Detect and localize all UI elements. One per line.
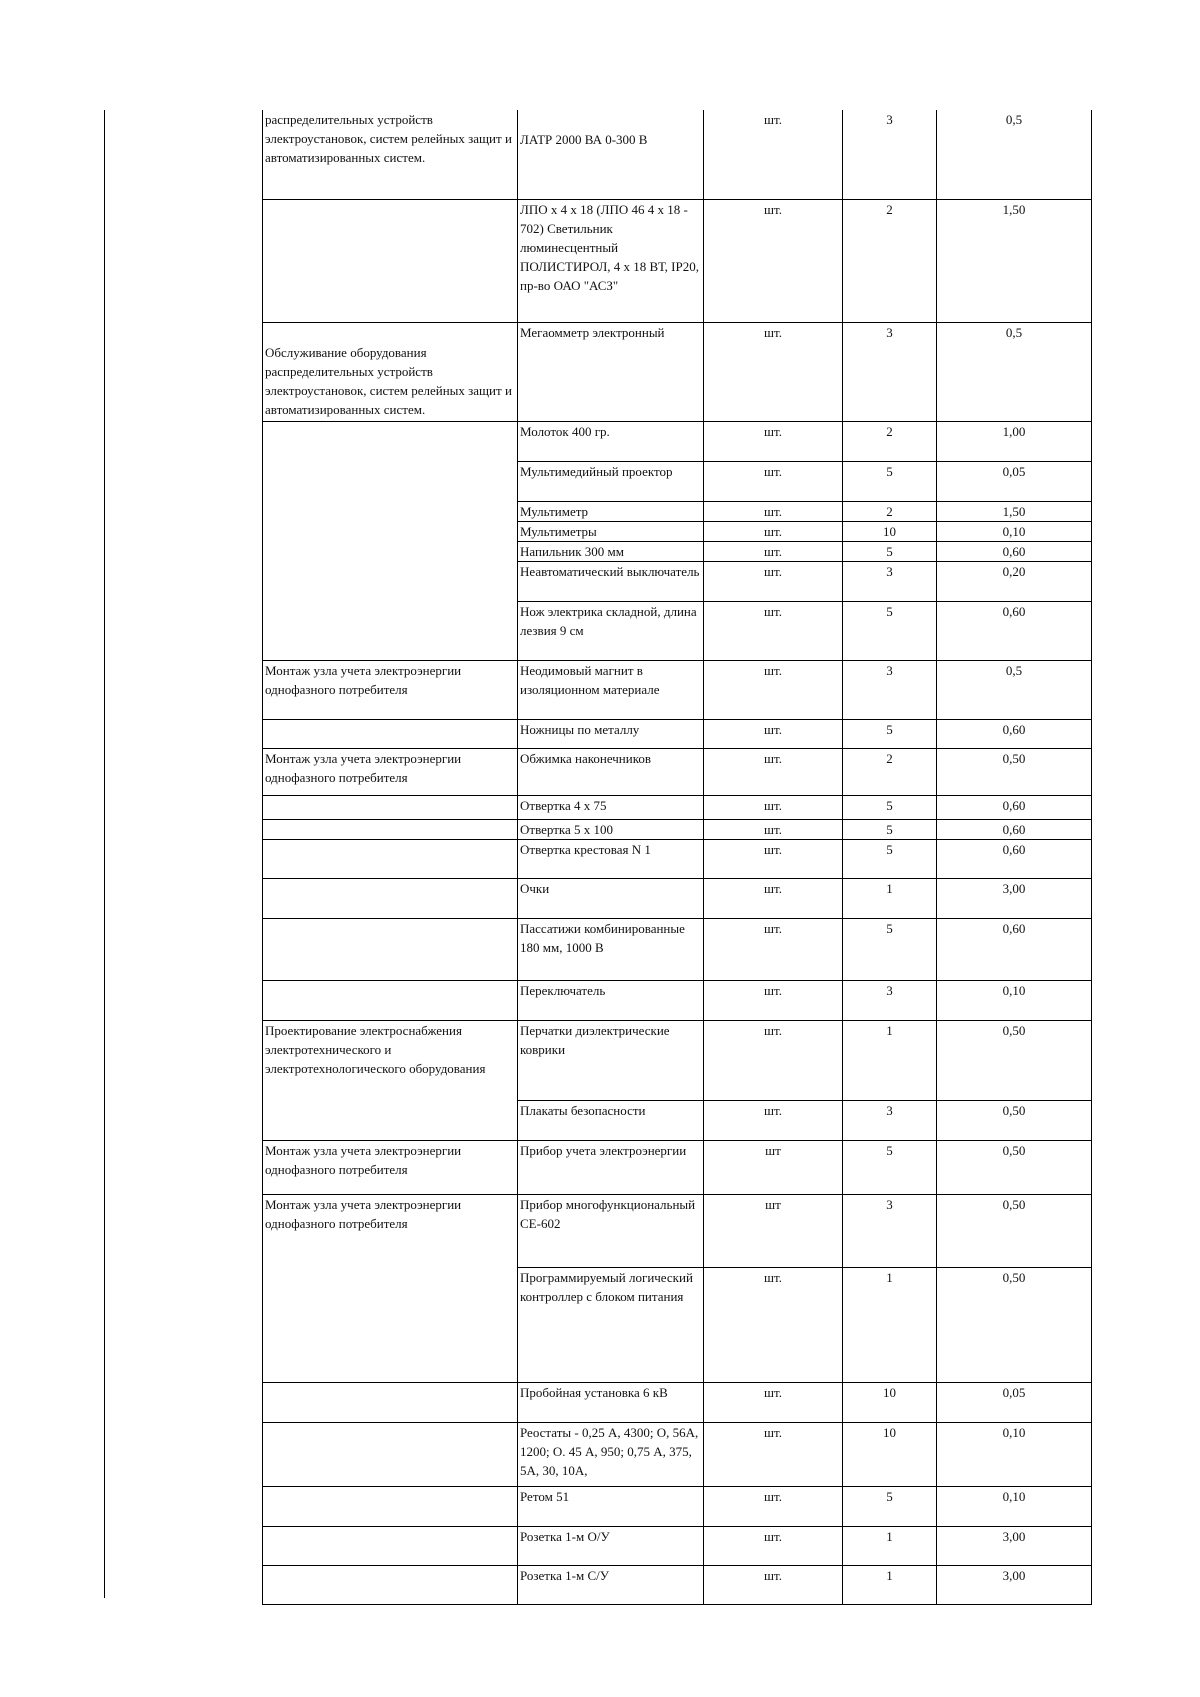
value-cell: 0,05 (937, 461, 1092, 501)
unit-cell: шт (704, 1140, 843, 1194)
table-row (263, 795, 1092, 819)
value-cell: 0,50 (937, 1194, 1092, 1267)
item-name-cell: Отвертка крестовая N 1 (518, 839, 704, 878)
activity-cell (263, 795, 518, 819)
unit-cell: шт. (704, 1100, 843, 1140)
unit-cell: шт. (704, 918, 843, 980)
item-name-cell: Розетка 1-м О/У (518, 1526, 704, 1565)
unit-cell: шт. (704, 1565, 843, 1604)
table-row (263, 1382, 1092, 1422)
unit-cell: шт. (704, 1526, 843, 1565)
item-name-cell: Мультимедийный проектор (518, 461, 704, 501)
item-name-cell: Мегаомметр электронный (518, 322, 704, 421)
item-name-cell: Молоток 400 гр. (518, 421, 704, 461)
table-row (263, 748, 1092, 795)
table-row (263, 1020, 1092, 1100)
table-row (263, 660, 1092, 719)
item-name-cell: Неодимовый магнит в изоляционном материале (518, 660, 704, 719)
quantity-cell: 10 (843, 1422, 937, 1486)
value-cell: 3,00 (937, 1565, 1092, 1604)
activity-cell: Обслуживание оборудования распределительных устройств электроустановок, систем релейных защит и автоматизированных систем. (263, 322, 518, 421)
item-name-cell: Нож электрика складной, длина лезвия 9 см (518, 601, 704, 660)
activity-cell (263, 1526, 518, 1565)
unit-cell: шт. (704, 1382, 843, 1422)
quantity-cell: 10 (843, 521, 937, 541)
quantity-cell: 5 (843, 918, 937, 980)
table-row (263, 199, 1092, 322)
value-cell: 0,60 (937, 839, 1092, 878)
value-cell: 0,50 (937, 748, 1092, 795)
table-row (263, 878, 1092, 918)
table-row (263, 421, 1092, 461)
quantity-cell: 2 (843, 501, 937, 521)
value-cell: 0,60 (937, 601, 1092, 660)
table-row (263, 1194, 1092, 1267)
quantity-cell: 5 (843, 461, 937, 501)
quantity-cell: 1 (843, 1267, 937, 1382)
quantity-cell: 3 (843, 322, 937, 421)
unit-cell: шт. (704, 819, 843, 839)
quantity-cell: 5 (843, 541, 937, 561)
unit-cell: шт. (704, 199, 843, 322)
activity-cell: Монтаж узла учета электроэнергии однофазного потребителя (263, 748, 518, 795)
item-name-cell: Напильник 300 мм (518, 541, 704, 561)
quantity-cell: 5 (843, 601, 937, 660)
activity-cell (263, 719, 518, 748)
unit-cell: шт. (704, 1486, 843, 1526)
value-cell: 0,5 (937, 660, 1092, 719)
table-row (263, 839, 1092, 878)
table-row (263, 322, 1092, 421)
table-row (263, 110, 1092, 199)
value-cell: 0,60 (937, 918, 1092, 980)
value-cell: 3,00 (937, 878, 1092, 918)
unit-cell: шт. (704, 521, 843, 541)
item-name-cell: Плакаты безопасности (518, 1100, 704, 1140)
unit-cell: шт. (704, 660, 843, 719)
unit-cell: шт. (704, 878, 843, 918)
unit-cell: шт. (704, 719, 843, 748)
value-cell: 0,10 (937, 1486, 1092, 1526)
item-name-cell: Ножницы по металлу (518, 719, 704, 748)
quantity-cell: 1 (843, 1020, 937, 1100)
quantity-cell: 5 (843, 819, 937, 839)
quantity-cell: 2 (843, 421, 937, 461)
quantity-cell: 5 (843, 719, 937, 748)
item-name-cell: Отвертка 4 х 75 (518, 795, 704, 819)
value-cell: 0,10 (937, 1422, 1092, 1486)
activity-cell (263, 1422, 518, 1486)
item-name-cell: Реостаты - 0,25 А, 4300; О, 56А, 1200; О. 45 А, 950; 0,75 А, 375, 5А, 30, 10А, (518, 1422, 704, 1486)
item-name-cell: Программируемый логический контроллер с блоком питания (518, 1267, 704, 1382)
table-row (263, 819, 1092, 839)
activity-cell (263, 918, 518, 980)
item-name-cell: Отвертка 5 х 100 (518, 819, 704, 839)
item-name-cell: Мультиметры (518, 521, 704, 541)
quantity-cell: 2 (843, 748, 937, 795)
item-name-cell: Ретом 51 (518, 1486, 704, 1526)
quantity-cell: 3 (843, 980, 937, 1020)
table-row (263, 719, 1092, 748)
table-row (263, 1140, 1092, 1194)
value-cell: 0,05 (937, 1382, 1092, 1422)
value-cell: 0,60 (937, 719, 1092, 748)
table-row (263, 1486, 1092, 1526)
value-cell: 0,50 (937, 1100, 1092, 1140)
activity-cell (263, 421, 518, 660)
item-name-cell: Обжимка наконечников (518, 748, 704, 795)
table-row (263, 1565, 1092, 1604)
activity-cell (263, 1565, 518, 1604)
table-row (263, 980, 1092, 1020)
value-cell: 0,50 (937, 1140, 1092, 1194)
item-name-cell: Неавтоматический выключатель (518, 561, 704, 601)
unit-cell: шт. (704, 421, 843, 461)
activity-cell (263, 199, 518, 322)
quantity-cell: 5 (843, 1486, 937, 1526)
quantity-cell: 10 (843, 1382, 937, 1422)
unit-cell: шт. (704, 461, 843, 501)
item-name-cell: ЛАТР 2000 ВА 0-300 В (518, 110, 704, 199)
quantity-cell: 5 (843, 795, 937, 819)
unit-cell: шт. (704, 110, 843, 199)
item-name-cell: ЛПО х 4 х 18 (ЛПО 46 4 х 18 - 702) Светильник люминесцентный ПОЛИСТИРОЛ, 4 х 18 ВТ, IP20, пр-во ОАО "АСЗ" (518, 199, 704, 322)
value-cell: 1,50 (937, 501, 1092, 521)
value-cell: 1,00 (937, 421, 1092, 461)
activity-cell: Монтаж узла учета электроэнергии однофазного потребителя (263, 1194, 518, 1382)
activity-cell (263, 819, 518, 839)
item-name-cell: Мультиметр (518, 501, 704, 521)
value-cell: 0,20 (937, 561, 1092, 601)
quantity-cell: 1 (843, 878, 937, 918)
unit-cell: шт. (704, 748, 843, 795)
unit-cell: шт. (704, 541, 843, 561)
activity-cell (263, 1486, 518, 1526)
unit-cell: шт (704, 1194, 843, 1267)
quantity-cell: 3 (843, 660, 937, 719)
quantity-cell: 5 (843, 839, 937, 878)
value-cell: 0,5 (937, 322, 1092, 421)
activity-cell: Монтаж узла учета электроэнергии однофазного потребителя (263, 660, 518, 719)
value-cell: 0,60 (937, 819, 1092, 839)
activity-cell: распределительных устройств электроустановок, систем релейных защит и автоматизированных систем. (263, 110, 518, 199)
quantity-cell: 2 (843, 199, 937, 322)
quantity-cell: 3 (843, 110, 937, 199)
item-name-cell: Пассатижи комбинированные 180 мм, 1000 В (518, 918, 704, 980)
item-name-cell: Пробойная установка 6 кВ (518, 1382, 704, 1422)
activity-cell (263, 980, 518, 1020)
unit-cell: шт. (704, 1020, 843, 1100)
value-cell: 3,00 (937, 1526, 1092, 1565)
table-row (263, 1422, 1092, 1486)
activity-cell (263, 839, 518, 878)
item-name-cell: Прибор многофункциональный СЕ-602 (518, 1194, 704, 1267)
unit-cell: шт. (704, 501, 843, 521)
value-cell: 0,10 (937, 980, 1092, 1020)
table-row (263, 1526, 1092, 1565)
item-name-cell: Прибор учета электроэнергии (518, 1140, 704, 1194)
quantity-cell: 5 (843, 1140, 937, 1194)
item-name-cell: Переключатель (518, 980, 704, 1020)
activity-cell: Проектирование электроснабжения электротехнического и электротехнологического оборудования (263, 1020, 518, 1140)
activity-cell (263, 1382, 518, 1422)
activity-cell: Монтаж узла учета электроэнергии однофазного потребителя (263, 1140, 518, 1194)
left-margin-line (104, 110, 105, 1598)
quantity-cell: 1 (843, 1565, 937, 1604)
value-cell: 0,50 (937, 1267, 1092, 1382)
unit-cell: шт. (704, 322, 843, 421)
unit-cell: шт. (704, 601, 843, 660)
unit-cell: шт. (704, 839, 843, 878)
table-row (263, 918, 1092, 980)
value-cell: 0,5 (937, 110, 1092, 199)
value-cell: 0,10 (937, 521, 1092, 541)
value-cell: 1,50 (937, 199, 1092, 322)
equipment-table (262, 110, 1092, 1605)
value-cell: 0,60 (937, 541, 1092, 561)
item-name-cell: Очки (518, 878, 704, 918)
unit-cell: шт. (704, 980, 843, 1020)
unit-cell: шт. (704, 1267, 843, 1382)
value-cell: 0,60 (937, 795, 1092, 819)
unit-cell: шт. (704, 1422, 843, 1486)
unit-cell: шт. (704, 795, 843, 819)
quantity-cell: 3 (843, 1194, 937, 1267)
activity-cell (263, 878, 518, 918)
value-cell: 0,50 (937, 1020, 1092, 1100)
item-name-cell: Розетка 1-м С/У (518, 1565, 704, 1604)
quantity-cell: 3 (843, 561, 937, 601)
quantity-cell: 3 (843, 1100, 937, 1140)
item-name-cell: Перчатки диэлектрические коврики (518, 1020, 704, 1100)
quantity-cell: 1 (843, 1526, 937, 1565)
unit-cell: шт. (704, 561, 843, 601)
